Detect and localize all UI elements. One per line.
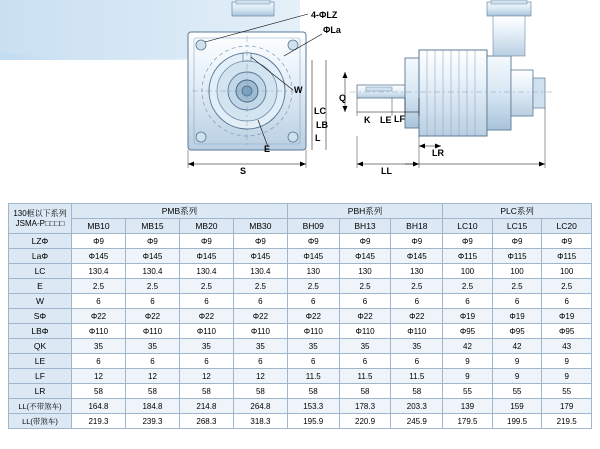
cell: 139 — [443, 399, 493, 414]
cell: 55 — [443, 384, 493, 399]
cell: 130.4 — [233, 264, 287, 279]
cell: Φ145 — [179, 249, 233, 264]
cell: 2.5 — [233, 279, 287, 294]
row-label-ll-with-brake: LL(带煞车) — [9, 414, 72, 429]
cell: 2.5 — [287, 279, 339, 294]
col-header-mb30: MB30 — [233, 219, 287, 234]
cell: 2.5 — [179, 279, 233, 294]
row-label-ll-no-brake: LL(不带煞车) — [9, 399, 72, 414]
cell: 35 — [125, 339, 179, 354]
table-row — [9, 354, 592, 369]
cell: Φ145 — [339, 249, 391, 264]
row-label-le: LE — [9, 354, 72, 369]
cell: 184.8 — [125, 399, 179, 414]
table-row — [9, 294, 592, 309]
label-w: W — [294, 85, 303, 95]
cell: 9 — [492, 354, 542, 369]
cell: 318.3 — [233, 414, 287, 429]
drawing-svg — [0, 0, 600, 200]
cell: Φ22 — [287, 309, 339, 324]
cell: Φ9 — [443, 234, 493, 249]
cell: 6 — [287, 294, 339, 309]
table-row — [9, 384, 592, 399]
col-header-mb20: MB20 — [179, 219, 233, 234]
cell: 130.4 — [72, 264, 126, 279]
col-header-lc10: LC10 — [443, 219, 493, 234]
cell: 268.3 — [179, 414, 233, 429]
cell: 203.3 — [391, 399, 443, 414]
cell: Φ9 — [233, 234, 287, 249]
cell: Φ95 — [443, 324, 493, 339]
table-corner-cell — [9, 204, 72, 234]
cell: 9 — [492, 369, 542, 384]
row-label-s: SΦ — [9, 309, 72, 324]
cell: Φ115 — [443, 249, 493, 264]
table-row — [9, 234, 592, 249]
col-header-mb10: MB10 — [72, 219, 126, 234]
row-label-qk: QK — [9, 339, 72, 354]
cell: Φ9 — [339, 234, 391, 249]
cell: 6 — [339, 354, 391, 369]
label-q: K — [364, 115, 371, 125]
corner-line-1: 130框以下系列 — [13, 208, 67, 218]
row-label-la: LaΦ — [9, 249, 72, 264]
cell: Φ110 — [125, 324, 179, 339]
row-label-w: W — [9, 294, 72, 309]
cell: Φ110 — [287, 324, 339, 339]
col-header-lc15: LC15 — [492, 219, 542, 234]
cell: Φ22 — [233, 309, 287, 324]
cell: 43 — [542, 339, 592, 354]
cell: 6 — [391, 294, 443, 309]
cell: 239.3 — [125, 414, 179, 429]
col-header-bh09: BH09 — [287, 219, 339, 234]
cell: 6 — [179, 354, 233, 369]
cell: Φ22 — [179, 309, 233, 324]
cell: 6 — [339, 294, 391, 309]
cell: Φ145 — [72, 249, 126, 264]
label-s: Q — [339, 93, 347, 103]
cell: 219.3 — [72, 414, 126, 429]
cell: 219.5 — [542, 414, 592, 429]
col-header-lc20: LC20 — [542, 219, 592, 234]
cell: 6 — [233, 354, 287, 369]
cell: Φ145 — [391, 249, 443, 264]
corner-line-2: JSMA-P□□□□ — [15, 218, 65, 228]
table-row — [9, 279, 592, 294]
cell: Φ19 — [443, 309, 493, 324]
cell: 214.8 — [179, 399, 233, 414]
motor-dimension-drawing — [0, 0, 600, 200]
cell: 35 — [72, 339, 126, 354]
cell: 12 — [179, 369, 233, 384]
cell: 179 — [542, 399, 592, 414]
label-lf: LR — [432, 148, 444, 158]
table-row — [9, 309, 592, 324]
group-header-pmb: PMB系列 — [72, 204, 288, 219]
cell: 6 — [443, 294, 493, 309]
cell: Φ9 — [492, 234, 542, 249]
row-label-lr: LR — [9, 384, 72, 399]
cell: Φ110 — [339, 324, 391, 339]
cell: 58 — [125, 384, 179, 399]
cell: Φ22 — [391, 309, 443, 324]
label-le: LF — [394, 114, 405, 124]
cell: 179.5 — [443, 414, 493, 429]
cell: 2.5 — [125, 279, 179, 294]
label-lc: S — [240, 166, 247, 176]
label-4-lz: 4-ΦLZ — [311, 10, 338, 20]
label-la: ΦLa — [323, 25, 341, 35]
cell: 6 — [542, 294, 592, 309]
cell: 6 — [125, 294, 179, 309]
table-row — [9, 414, 592, 429]
label-k: LE — [380, 115, 392, 125]
cell: 6 — [287, 354, 339, 369]
cell: Φ110 — [179, 324, 233, 339]
cell: Φ110 — [72, 324, 126, 339]
cell: 55 — [492, 384, 542, 399]
cell: 245.9 — [391, 414, 443, 429]
cell: 100 — [492, 264, 542, 279]
cell: 130 — [391, 264, 443, 279]
cell: 9 — [542, 369, 592, 384]
cell: 2.5 — [492, 279, 542, 294]
cell: Φ115 — [492, 249, 542, 264]
cell: 130 — [339, 264, 391, 279]
cell: 6 — [72, 294, 126, 309]
label-lr: LL — [381, 166, 392, 176]
cell: Φ9 — [542, 234, 592, 249]
table-row — [9, 249, 592, 264]
cell: Φ110 — [233, 324, 287, 339]
cell: 130.4 — [125, 264, 179, 279]
cell: 58 — [179, 384, 233, 399]
cell: 2.5 — [72, 279, 126, 294]
cell: Φ9 — [391, 234, 443, 249]
cell: 6 — [72, 354, 126, 369]
label-b: L — [315, 133, 321, 143]
cell: Φ145 — [287, 249, 339, 264]
cell: 130.4 — [179, 264, 233, 279]
cell: 12 — [233, 369, 287, 384]
cell: 35 — [339, 339, 391, 354]
cell: 58 — [72, 384, 126, 399]
cell: 58 — [339, 384, 391, 399]
cell: 12 — [72, 369, 126, 384]
row-label-e: E — [9, 279, 72, 294]
cell: 11.5 — [339, 369, 391, 384]
cell: Φ95 — [542, 324, 592, 339]
cell: 35 — [233, 339, 287, 354]
row-label-lb: LBΦ — [9, 324, 72, 339]
dimension-spec-table — [8, 203, 592, 429]
cell: 42 — [443, 339, 493, 354]
cell: 58 — [391, 384, 443, 399]
cell: 58 — [233, 384, 287, 399]
cell: 264.8 — [233, 399, 287, 414]
col-header-mb15: MB15 — [125, 219, 179, 234]
cell: 6 — [125, 354, 179, 369]
cell: 11.5 — [391, 369, 443, 384]
cell: 195.9 — [287, 414, 339, 429]
cell: Φ9 — [72, 234, 126, 249]
row-label-lz: LZΦ — [9, 234, 72, 249]
cell: 164.8 — [72, 399, 126, 414]
table-row — [9, 324, 592, 339]
cell: 199.5 — [492, 414, 542, 429]
cell: Φ95 — [492, 324, 542, 339]
label-l: LB — [316, 120, 328, 130]
cell: Φ22 — [125, 309, 179, 324]
cell: 11.5 — [287, 369, 339, 384]
cell: 9 — [443, 369, 493, 384]
group-header-plc: PLC系列 — [443, 204, 592, 219]
col-header-bh13: BH13 — [339, 219, 391, 234]
cell: 178.3 — [339, 399, 391, 414]
table-row — [9, 369, 592, 384]
side-view — [343, 0, 553, 168]
cell: Φ145 — [125, 249, 179, 264]
cell: 6 — [179, 294, 233, 309]
cell: 35 — [179, 339, 233, 354]
cell: 153.3 — [287, 399, 339, 414]
cell: Φ145 — [233, 249, 287, 264]
cell: 58 — [287, 384, 339, 399]
cell: Φ19 — [492, 309, 542, 324]
cell: 220.9 — [339, 414, 391, 429]
cell: 9 — [443, 354, 493, 369]
cell: 6 — [233, 294, 287, 309]
table-column-header-row — [9, 219, 592, 234]
group-header-pbh: PBH系列 — [287, 204, 442, 219]
cell: Φ22 — [72, 309, 126, 324]
cell: 6 — [391, 354, 443, 369]
table-row — [9, 399, 592, 414]
cell: 35 — [287, 339, 339, 354]
cell: 2.5 — [542, 279, 592, 294]
cell: 159 — [492, 399, 542, 414]
cell: 100 — [443, 264, 493, 279]
cell: Φ115 — [542, 249, 592, 264]
row-label-lf: LF — [9, 369, 72, 384]
cell: 2.5 — [391, 279, 443, 294]
cell: Φ9 — [287, 234, 339, 249]
cell: Φ9 — [179, 234, 233, 249]
cell: 35 — [391, 339, 443, 354]
table-row — [9, 264, 592, 279]
cell: 6 — [492, 294, 542, 309]
label-e: E — [264, 144, 271, 154]
row-label-lc: LC — [9, 264, 72, 279]
cell: 9 — [542, 354, 592, 369]
col-header-bh18: BH18 — [391, 219, 443, 234]
cell: 2.5 — [339, 279, 391, 294]
cell: 130 — [287, 264, 339, 279]
cell: Φ9 — [125, 234, 179, 249]
cell: 100 — [542, 264, 592, 279]
cell: Φ22 — [339, 309, 391, 324]
table-row — [9, 339, 592, 354]
label-lb: LC — [314, 106, 326, 116]
cell: 55 — [542, 384, 592, 399]
table-group-header-row — [9, 204, 592, 219]
cell: 12 — [125, 369, 179, 384]
cell: 2.5 — [443, 279, 493, 294]
cell: Φ110 — [391, 324, 443, 339]
cell: Φ19 — [542, 309, 592, 324]
cell: 42 — [492, 339, 542, 354]
